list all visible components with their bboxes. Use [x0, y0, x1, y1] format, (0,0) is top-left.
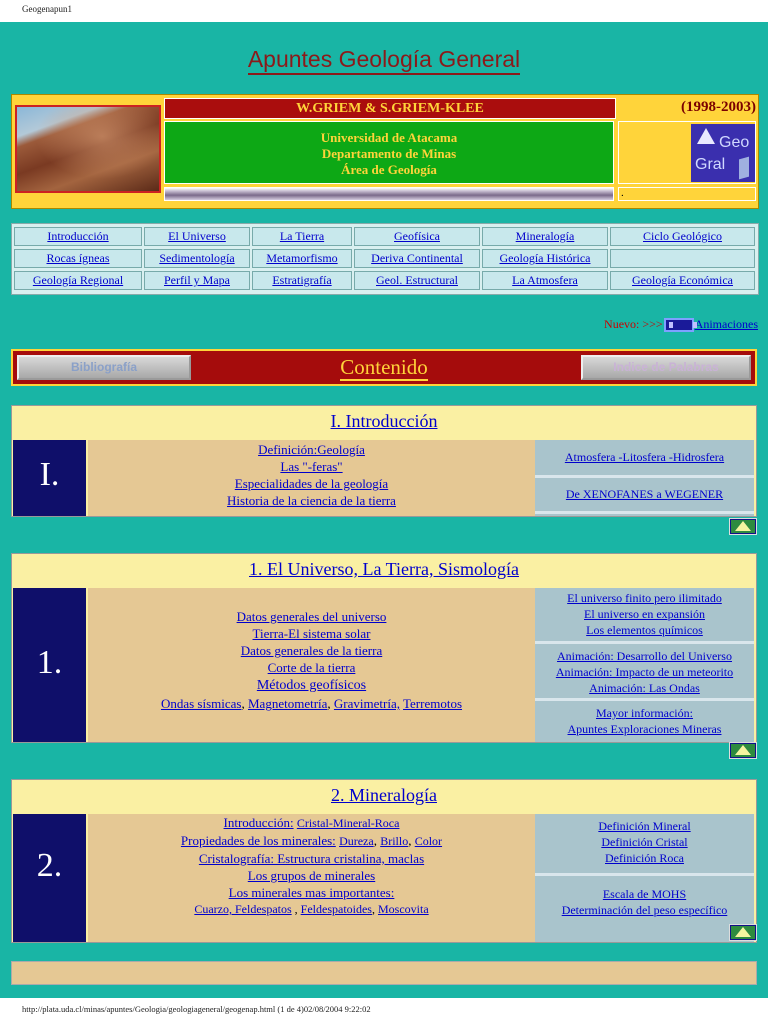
logo-cell [618, 121, 756, 184]
link-mayor-informacion[interactable]: Mayor información: [596, 706, 693, 720]
nav-link-introduccion[interactable]: Introducción [47, 229, 109, 243]
link-especialidades[interactable]: Especialidades de la geología [234, 476, 389, 491]
link-elementos-quimicos[interactable]: Los elementos químicos [586, 623, 703, 637]
link-color[interactable]: Color [414, 834, 443, 848]
link-propiedades[interactable]: Propiedades de los minerales: [180, 833, 336, 848]
intro-line [88, 814, 535, 832]
section-numeral: I. [13, 440, 86, 516]
nuevo-notice [604, 317, 758, 332]
nav-link-metamorfismo[interactable]: Metamorfismo [266, 251, 338, 265]
section-links [88, 588, 535, 742]
minerals-line: Cuarzo, Feldespatos , Feldespatoides, Moscovita [194, 902, 429, 916]
propiedades-line: Propiedades de los minerales: Dureza, Brillo, Color [180, 833, 443, 848]
page-title: Apuntes Geología General [0, 46, 768, 73]
nav-link-universo[interactable]: El Universo [168, 229, 226, 243]
nav-link-rocas-igneas[interactable]: Rocas ígneas [46, 251, 110, 265]
next-section-strip [11, 961, 757, 985]
back-to-top-button[interactable] [729, 742, 757, 759]
geofisica-methods-line: Ondas sísmicas, Magnetometría, Gravimetría, Terremotos [160, 696, 463, 711]
film-icon[interactable] [664, 318, 694, 332]
print-footer: http://plata.uda.cl/minas/apuntes/Geologia/geologiageneral/geogenap.html (1 de 4)02/08/2004 9:22:02 [22, 1004, 371, 1014]
link-corte-tierra[interactable]: Corte de la tierra [267, 660, 356, 675]
years: (1998-2003) [681, 99, 756, 115]
link-historia-ciencia[interactable]: Historia de la ciencia de la tierra [227, 493, 396, 508]
nav-empty-cell [610, 249, 755, 268]
link-anim-desarrollo-universo[interactable]: Animación: Desarrollo del Universo [557, 649, 732, 663]
link-sistema-solar[interactable]: Tierra-El sistema solar [252, 626, 371, 641]
link-magnetometria[interactable]: Magnetometría [248, 696, 328, 711]
link-datos-universo[interactable]: Datos generales del universo [236, 609, 387, 624]
link-ondas-sismicas[interactable]: Ondas sísmicas [160, 696, 242, 711]
nav-link-geologia-economica[interactable]: Geología Económica [632, 273, 733, 287]
section-heading: 2. Mineralogía [331, 785, 437, 805]
link-dureza[interactable]: Dureza [339, 834, 374, 848]
link-cuarzo-feldespatos[interactable]: Cuarzo, Feldespatos [194, 902, 292, 916]
nav-link-deriva-continental[interactable]: Deriva Continental [371, 251, 463, 265]
link-xenofanes-wegener[interactable]: De XENOFANES a WEGENER [565, 487, 724, 501]
link-minerales-importantes[interactable]: Los minerales mas importantes: [228, 885, 395, 900]
link-grupos-minerales[interactable]: Los grupos de minerales [247, 868, 376, 883]
link-cristalografia[interactable]: Cristalografía: Estructura cristalina, maclas [198, 851, 425, 866]
section-side [535, 440, 754, 516]
university-block: Universidad de Atacama Departamento de Minas Área de Geología [164, 121, 614, 184]
link-terremotos[interactable]: Terremotos [403, 696, 463, 711]
indice-palabras-button[interactable]: Indice de Palabras [581, 355, 751, 380]
section-heading: I. Introducción [330, 411, 438, 431]
animaciones-link[interactable]: Animaciones [694, 317, 758, 331]
link-feldespatoides[interactable]: Feldespatoides [300, 902, 372, 916]
contenido-title: Contenido [340, 355, 428, 379]
link-metodos-geofisicos[interactable]: Métodos geofísicos [256, 678, 367, 693]
link-definicion-cristal[interactable]: Definición Cristal [601, 835, 688, 849]
contenido-bar [11, 349, 757, 386]
nuevo-label: Nuevo: >>> [604, 317, 663, 331]
section-mineralogia [11, 779, 757, 943]
section-links [88, 814, 535, 942]
section-introduccion [11, 405, 757, 517]
section-side [535, 588, 754, 742]
nav-link-perfil-mapa[interactable]: Perfil y Mapa [164, 273, 230, 287]
nav-link-estratigrafia[interactable]: Estratigrafía [272, 273, 332, 287]
link-escala-mohs[interactable]: Escala de MOHS [602, 887, 687, 901]
link-definicion-geologia[interactable]: Definición:Geología [258, 442, 365, 457]
section-numeral: 1. [13, 588, 86, 742]
link-moscovita[interactable]: Moscovita [377, 902, 429, 916]
section-side [535, 814, 754, 942]
link-gravimetria[interactable]: Gravimetría, [333, 696, 400, 711]
link-definicion-roca[interactable]: Definición Roca [605, 851, 684, 865]
nav-link-geol-estructural[interactable]: Geol. Estructural [376, 273, 458, 287]
authors: W.GRIEM & S.GRIEM-KLEE [164, 98, 616, 119]
link-anim-impacto-meteorito[interactable]: Animación: Impacto de un meteorito [555, 665, 734, 679]
dot-cell: . [618, 187, 756, 201]
nav-table [11, 223, 759, 295]
nav-link-geofisica[interactable]: Geofísica [394, 229, 440, 243]
link-peso-especifico[interactable]: Determinación del peso específico [561, 903, 728, 917]
page-background [0, 22, 768, 998]
link-cristal-mineral-roca[interactable]: Cristal-Mineral-Roca [296, 816, 400, 830]
link-definicion-mineral[interactable]: Definición Mineral [598, 819, 691, 833]
gradient-bar [164, 187, 614, 201]
nav-link-mineralogia[interactable]: Mineralogía [515, 229, 575, 243]
back-to-top-button[interactable] [729, 924, 757, 941]
link-brillo[interactable]: Brillo [380, 834, 409, 848]
link-universo-finito[interactable]: El universo finito pero ilimitado [567, 591, 722, 605]
link-introduccion-mineral[interactable]: Introducción: [223, 815, 294, 830]
nav-link-ciclo-geologico[interactable]: Ciclo Geológico [643, 229, 722, 243]
nav-link-sedimentologia[interactable]: Sedimentología [159, 251, 235, 265]
section-links [88, 440, 535, 516]
link-atmosfera-litosfera[interactable]: Atmosfera -Litosfera -Hidrosfera [564, 450, 725, 464]
section-heading: 1. El Universo, La Tierra, Sismología [249, 559, 519, 579]
link-exploraciones-mineras[interactable]: Apuntes Exploraciones Mineras [567, 722, 722, 736]
bibliografia-button[interactable]: Bibliografía [17, 355, 191, 380]
nav-link-tierra[interactable]: La Tierra [279, 229, 325, 243]
link-universo-expansion[interactable]: El universo en expansión [584, 607, 705, 621]
section-universo [11, 553, 757, 743]
geogral-logo[interactable]: Geo Gral [691, 124, 755, 182]
link-anim-ondas[interactable]: Animación: Las Ondas [589, 681, 700, 695]
nav-link-geologia-regional[interactable]: Geología Regional [32, 273, 124, 287]
nav-link-geologia-historica[interactable]: Geología Histórica [499, 251, 591, 265]
back-to-top-button[interactable] [729, 518, 757, 535]
nav-link-atmosfera[interactable]: La Atmosfera [512, 273, 578, 287]
section-numeral: 2. [13, 814, 86, 942]
link-datos-tierra[interactable]: Datos generales de la tierra [240, 643, 383, 658]
header-box [11, 94, 759, 209]
print-header: Geogenapun1 [22, 4, 72, 14]
link-feras[interactable]: Las "-feras" [280, 459, 343, 474]
mountain-photo [15, 105, 161, 193]
